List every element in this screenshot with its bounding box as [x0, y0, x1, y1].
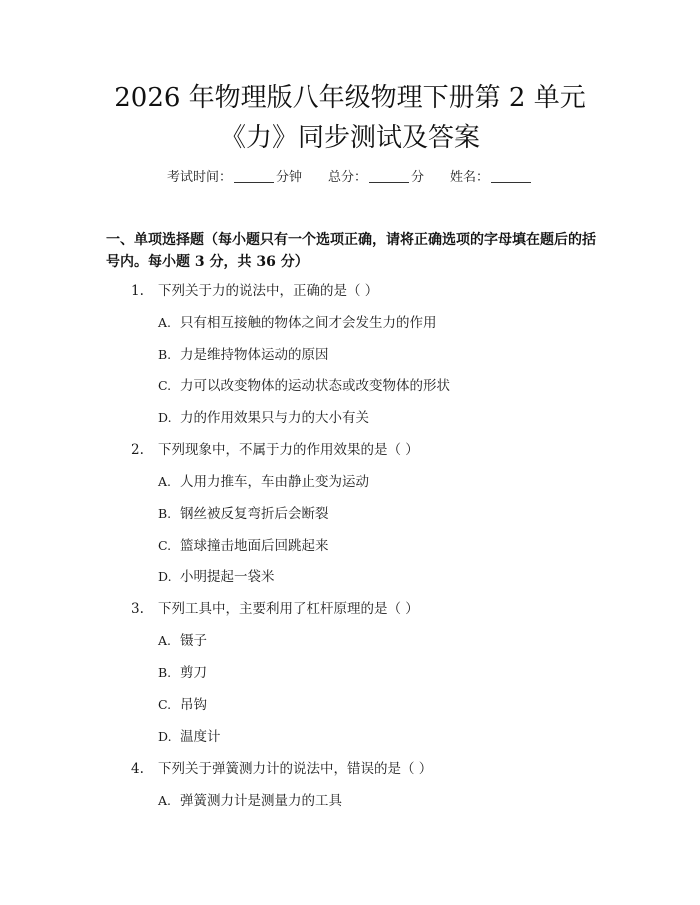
- question-3: [131, 599, 419, 619]
- question-1: [131, 281, 378, 301]
- option-letter: A.: [158, 474, 172, 489]
- question-2: [131, 440, 419, 460]
- section-heading: 一、单项选择题（每小题只有一个选项正确，请将正确选项的字母填在题后的括号内。每小题 3 分，共 36 分）: [106, 232, 596, 270]
- option-2b: [158, 504, 329, 524]
- option-3b: [158, 663, 207, 683]
- option-text: 力的作用效果只与力的大小有关: [180, 410, 369, 426]
- name-label: 姓名：: [450, 170, 490, 185]
- option-letter: D.: [158, 569, 172, 584]
- option-letter: D.: [158, 410, 172, 425]
- question-4: [131, 759, 432, 779]
- option-letter: C.: [158, 378, 172, 393]
- time-label: 考试时间：: [166, 170, 232, 185]
- question-number: 3.: [131, 601, 144, 617]
- option-text: 钢丝被反复弯折后会断裂: [180, 506, 329, 522]
- option-letter: A.: [158, 793, 172, 808]
- question-text: 下列关于力的说法中，正确的是（ ）: [158, 283, 379, 299]
- option-text: 只有相互接触的物体之间才会发生力的作用: [180, 315, 437, 331]
- option-letter: A.: [158, 633, 172, 648]
- question-number: 1.: [131, 283, 144, 299]
- option-text: 人用力推车，车由静止变为运动: [180, 474, 369, 490]
- option-letter: B.: [158, 665, 172, 680]
- option-text: 剪刀: [180, 665, 207, 681]
- exam-meta: [0, 168, 700, 188]
- time-blank[interactable]: [234, 168, 274, 183]
- option-letter: D.: [158, 729, 172, 744]
- option-text: 小明提起一袋米: [180, 569, 275, 585]
- doc-title-line1: 2026 年物理版八年级物理下册第 2 单元: [114, 83, 586, 113]
- option-3a: [158, 631, 207, 651]
- time-unit: 分钟: [275, 170, 302, 185]
- question-number: 4.: [131, 761, 144, 777]
- option-1b: [158, 345, 329, 365]
- option-2a: [158, 472, 369, 492]
- option-letter: A.: [158, 315, 172, 330]
- option-text: 力是维持物体运动的原因: [180, 347, 329, 363]
- option-letter: C.: [158, 697, 172, 712]
- score-unit: 分: [411, 170, 425, 185]
- option-letter: B.: [158, 506, 172, 521]
- option-text: 篮球撞击地面后回跳起来: [180, 538, 329, 554]
- option-3d: [158, 727, 221, 747]
- option-text: 弹簧测力计是测量力的工具: [180, 793, 342, 809]
- option-letter: C.: [158, 538, 172, 553]
- option-4a: [158, 791, 342, 811]
- option-1c: [158, 376, 450, 396]
- question-text: 下列现象中，不属于力的作用效果的是（ ）: [158, 442, 419, 458]
- option-text: 力可以改变物体的运动状态或改变物体的形状: [180, 378, 450, 394]
- option-2c: [158, 536, 329, 556]
- option-text: 吊钩: [180, 697, 207, 713]
- option-3c: [158, 695, 207, 715]
- question-text: 下列关于弹簧测力计的说法中，错误的是（ ）: [158, 761, 433, 777]
- score-blank[interactable]: [369, 168, 409, 183]
- name-blank[interactable]: [491, 168, 531, 183]
- option-1a: [158, 313, 437, 333]
- option-1d: [158, 408, 369, 428]
- option-text: 镊子: [180, 633, 207, 649]
- question-number: 2.: [131, 442, 144, 458]
- score-label: 总分：: [327, 170, 367, 185]
- option-letter: B.: [158, 347, 172, 362]
- doc-title-line2: 《力》同步测试及答案: [219, 123, 480, 153]
- option-2d: [158, 567, 275, 587]
- question-text: 下列工具中，主要利用了杠杆原理的是（ ）: [158, 601, 419, 617]
- option-text: 温度计: [180, 729, 221, 745]
